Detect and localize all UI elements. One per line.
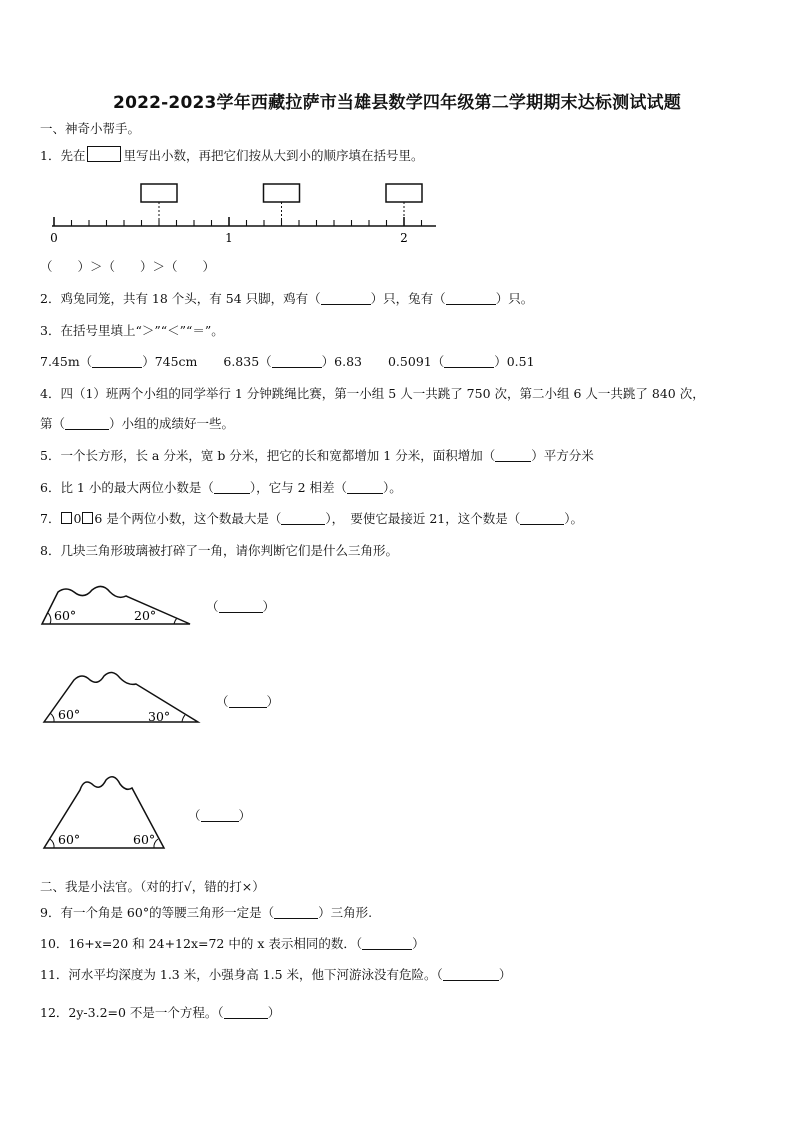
question-12: 12．2y-3.2=0 不是一个方程。（ ） xyxy=(40,1005,281,1020)
angle-label: 20° xyxy=(134,608,157,623)
answer-blank[interactable] xyxy=(272,355,322,368)
angle-label: 60° xyxy=(58,832,81,847)
answer-blank[interactable] xyxy=(219,600,263,613)
tick-label-0: 0 xyxy=(50,231,58,245)
section-1-heading: 一、神奇小帮手。 xyxy=(40,121,141,136)
answer-blank[interactable] xyxy=(520,512,564,525)
triangle-2-answer: （ ） xyxy=(216,694,280,709)
answer-blank[interactable] xyxy=(201,809,239,822)
answer-blank[interactable] xyxy=(65,417,109,430)
marker-answer-box[interactable] xyxy=(264,184,300,202)
question-7: 7． 0 6 是个两位小数，这个数最大是（ ）， 要使它最接近 21，这个数是（ ）。 xyxy=(40,511,583,526)
broken-triangle-2 xyxy=(40,666,205,728)
number-line xyxy=(40,180,450,246)
answer-blank[interactable] xyxy=(274,906,318,919)
triangle-3-answer: （ ） xyxy=(188,808,252,823)
question-11: 11．河水平均深度为 1.3 米，小强身高 1.5 米，他下河游泳没有危险。（ ） xyxy=(40,967,512,982)
answer-blank[interactable] xyxy=(443,968,499,981)
question-3-items: 7.45m（ ）745cm 6.835（ ）6.83 0.5091（ ）0.51 xyxy=(40,354,535,369)
angle-label: 30° xyxy=(148,709,171,724)
answer-blank[interactable] xyxy=(495,449,531,462)
answer-blank[interactable] xyxy=(444,355,494,368)
broken-triangle-3 xyxy=(40,772,170,854)
tick-label-2: 2 xyxy=(400,231,408,245)
triangle-1-answer: （ ） xyxy=(206,599,276,614)
broken-triangle-1 xyxy=(40,582,200,630)
answer-blank[interactable] xyxy=(92,355,142,368)
angle-label: 60° xyxy=(133,832,156,847)
answer-blank[interactable] xyxy=(214,481,250,494)
number-line-marker-2[interactable] xyxy=(264,184,300,222)
question-1: 1．先在 里写出小数，再把它们按从大到小的顺序填在括号里。 xyxy=(40,148,424,163)
answer-blank[interactable] xyxy=(446,292,496,305)
question-9: 9．有一个角是 60°的等腰三角形一定是（ ）三角形. xyxy=(40,905,373,920)
question-4-line-1: 4．四（1）班两个小组的同学举行 1 分钟跳绳比赛，第一小组 5 人一共跳了 750 次，第二小组 6 人一共跳了 840 次， xyxy=(40,386,705,401)
number-line-marker-1[interactable] xyxy=(141,184,177,222)
question-2: 2．鸡兔同笼，共有 18 个头，有 54 只脚，鸡有（ ）只，兔有（ ）只。 xyxy=(40,291,534,306)
marker-answer-box[interactable] xyxy=(141,184,177,202)
answer-blank[interactable] xyxy=(321,292,371,305)
question-4-line-2: 第（ ）小组的成绩好一些。 xyxy=(40,416,235,431)
page-title: 2022-2023学年西藏拉萨市当雄县数学四年级第二学期期末达标测试试题 xyxy=(113,93,681,113)
q1-order-answer[interactable]: （ ）＞（ ）＞（ ） xyxy=(40,259,216,274)
question-5: 5．一个长方形，长 a 分米，宽 b 分米，把它的长和宽都增加 1 分米，面积增加（ ）平方分米 xyxy=(40,448,594,463)
answer-blank[interactable] xyxy=(224,1006,268,1019)
question-6: 6．比 1 小的最大两位小数是（ ），它与 2 相差（ ）。 xyxy=(40,480,402,495)
inline-answer-box xyxy=(87,146,121,162)
number-line-marker-3[interactable] xyxy=(386,184,422,222)
answer-blank[interactable] xyxy=(229,695,267,708)
question-3-stem: 3．在括号里填上“＞”“＜”“＝”。 xyxy=(40,323,224,338)
digit-box[interactable] xyxy=(61,512,72,524)
section-2-heading: 二、我是小法官。（对的打√，错的打×） xyxy=(40,879,265,894)
answer-blank[interactable] xyxy=(281,512,325,525)
answer-blank[interactable] xyxy=(347,481,383,494)
marker-answer-box[interactable] xyxy=(386,184,422,202)
answer-blank[interactable] xyxy=(362,937,412,950)
angle-label: 60° xyxy=(58,707,81,722)
question-10: 10．16+x=20 和 24+12x=72 中的 x 表示相同的数．（ ） xyxy=(40,936,425,951)
tick-label-1: 1 xyxy=(225,231,233,245)
angle-label: 60° xyxy=(54,608,77,623)
digit-box[interactable] xyxy=(82,512,93,524)
question-8-stem: 8．几块三角形玻璃被打碎了一角，请你判断它们是什么三角形。 xyxy=(40,543,398,558)
